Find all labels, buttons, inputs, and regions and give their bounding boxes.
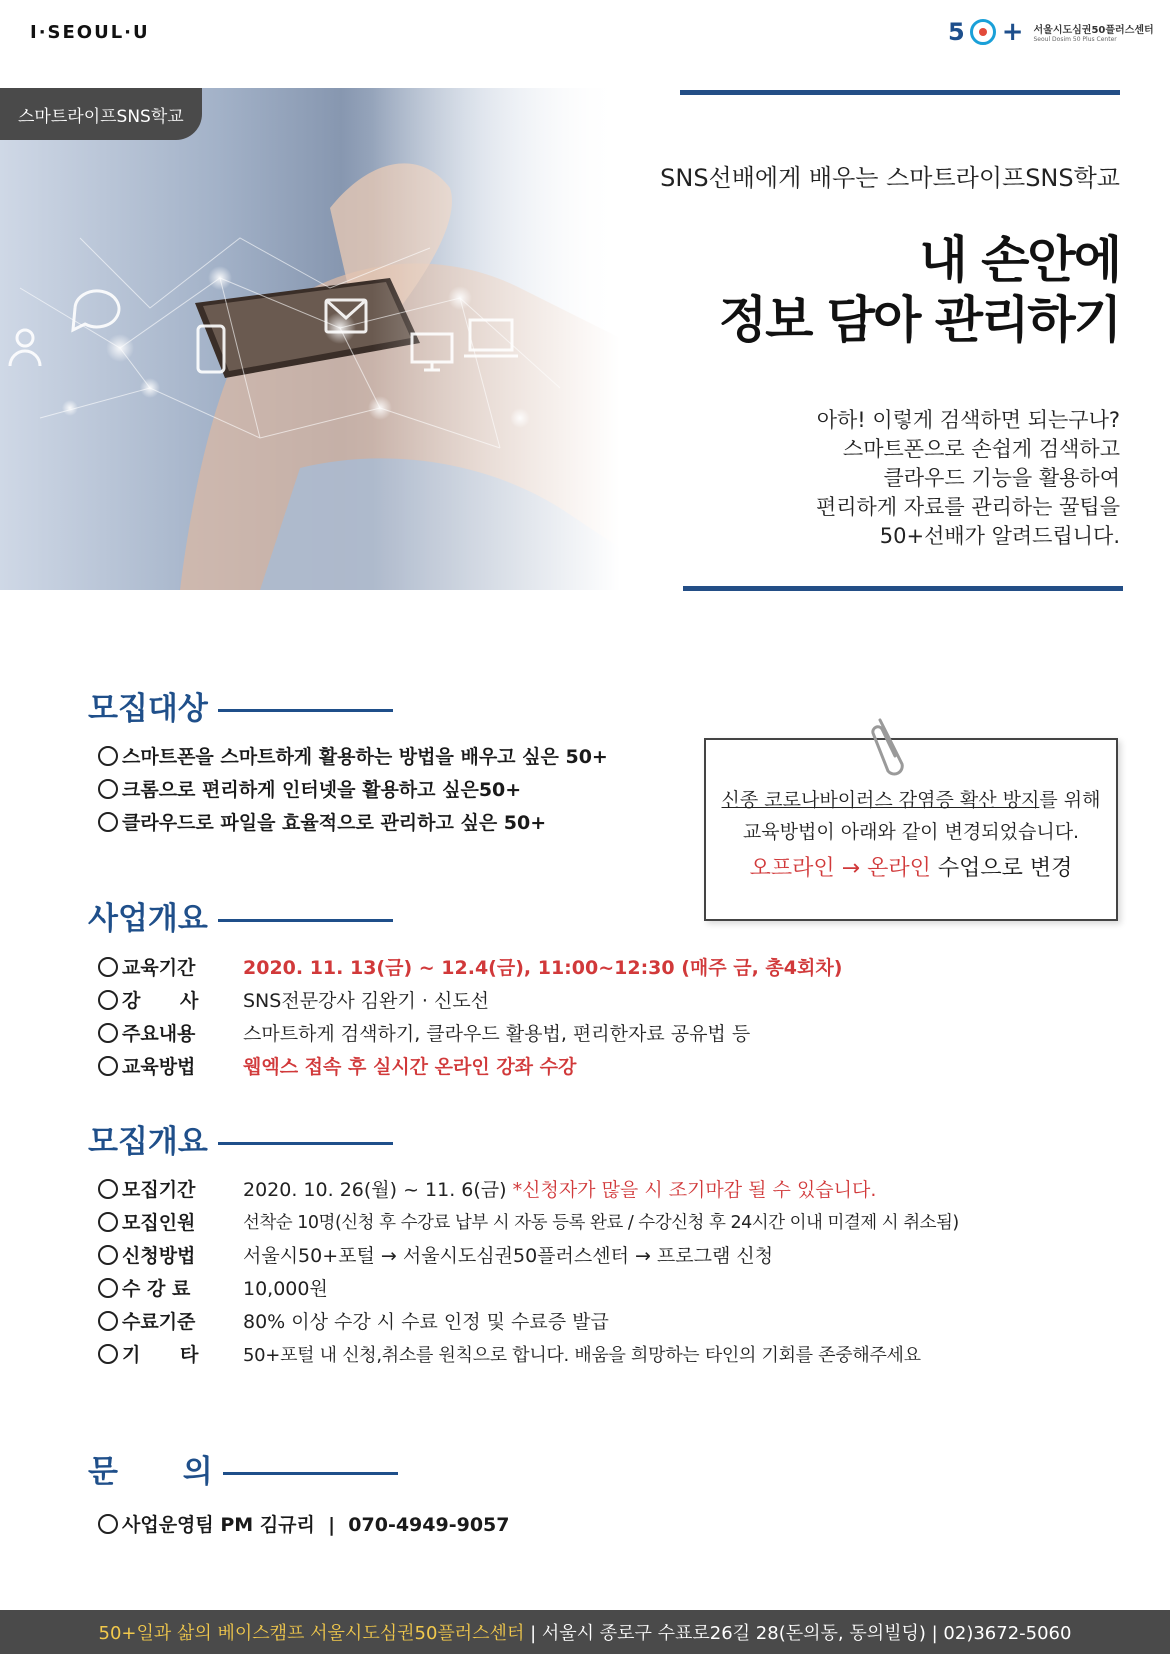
list-item [98, 1016, 842, 1049]
section-contact-title [88, 1446, 398, 1491]
title-line-1: 내 손안에 [919, 231, 1120, 289]
target-list [98, 739, 608, 838]
desc-line: 스마트폰으로 손쉽게 검색하고 [842, 437, 1120, 461]
circle-bullet-icon [98, 1278, 118, 1298]
row-value: 스마트하게 검색하기, 클라우드 활용법, 편리한자료 공유법 등 [243, 1023, 751, 1045]
hero-illustration [0, 88, 620, 590]
program-badge: 스마트라이프SNS학교 [0, 88, 202, 140]
hero-image [0, 88, 620, 590]
list-item [98, 1337, 959, 1370]
paperclip-icon [870, 712, 914, 778]
recruit-list [98, 1172, 959, 1370]
notice-line-2: 교육방법이 아래와 같이 변경되었습니다. [742, 821, 1080, 843]
desc-line: 클라우드 기능을 활용하여 [883, 466, 1120, 490]
row-value: 2020. 10. 26(월) ~ 11. 6(금) [243, 1179, 513, 1201]
row-label: 교육기간 [122, 957, 196, 979]
overview-list [98, 950, 842, 1082]
page-title [719, 230, 1120, 350]
circle-bullet-icon [98, 779, 118, 799]
circle-bullet-icon [98, 990, 118, 1010]
logo-ring-icon [970, 19, 996, 45]
notice-line-1 [706, 784, 1116, 816]
contact-list [98, 1507, 510, 1540]
list-item-text: 스마트폰을 스마트하게 활용하는 방법을 배우고 싶은 50+ [122, 746, 608, 768]
intro-description [816, 406, 1120, 551]
row-value: 선착순 10명(신청 후 수강료 납부 시 자동 등록 완료 / 수강신청 후 24시간 이내 미결제 시 취소됨) [243, 1213, 959, 1233]
section-target-title [88, 683, 393, 728]
logo-name-en: Seoul Dosim 50 Plus Center [1033, 36, 1117, 43]
contact-text: 사업운영팀 PM 김규리 | 070-4949-9057 [122, 1514, 510, 1536]
section-underline [223, 1472, 398, 1475]
logo-name: 서울시도심권50플러스센터 [1033, 25, 1154, 36]
row-label: 수 강 료 [122, 1278, 191, 1300]
desc-line: 50+선배가 알려드립니다. [879, 524, 1120, 548]
section-underline [218, 1142, 393, 1145]
title-line-2: 정보 담아 관리하기 [718, 291, 1120, 349]
row-label: 주요내용 [122, 1023, 196, 1045]
list-item-text: 클라우드로 파일을 효율적으로 관리하고 싶은 50+ [122, 812, 547, 834]
list-item [98, 983, 842, 1016]
list-item [98, 1271, 959, 1304]
desc-line: 아하! 이렇게 검색하면 되는구나? [816, 408, 1120, 432]
row-label: 강 사 [122, 990, 199, 1012]
section-underline [218, 709, 393, 712]
circle-bullet-icon [98, 1056, 118, 1076]
row-value: 웹엑스 접속 후 실시간 온라인 강좌 수강 [243, 1056, 577, 1078]
row-label: 모집인원 [122, 1212, 196, 1234]
section-recruit-title [88, 1116, 393, 1161]
section-title-text: 사업개요 [88, 901, 208, 937]
circle-bullet-icon [98, 1179, 118, 1199]
section-overview-title [88, 893, 393, 938]
list-item [98, 739, 608, 772]
row-value: 10,000원 [243, 1278, 328, 1300]
row-note: *신청자가 많을 시 조기마감 될 수 있습니다. [512, 1179, 877, 1201]
row-value: 50+포털 내 신청,취소를 원칙으로 합니다. 배움을 희망하는 타인의 기회를 존중해주세요 [243, 1344, 921, 1366]
list-item [98, 950, 842, 983]
list-item-text: 크롬으로 편리하게 인터넷을 활용하고 싶은50+ [122, 779, 522, 801]
circle-bullet-icon [98, 812, 118, 832]
row-value: 80% 이상 수강 시 수료 인정 및 수료증 발급 [243, 1311, 609, 1333]
row-label: 모집기간 [122, 1179, 196, 1201]
row-label: 신청방법 [122, 1245, 196, 1267]
notice-highlight: 오프라인 → 온라인 [749, 856, 931, 881]
notice-line-3 [706, 848, 1116, 890]
section-title-text: 모집개요 [88, 1124, 208, 1160]
section-title-text: 문 의 [88, 1454, 213, 1490]
page-subtitle: SNS선배에게 배우는 스마트라이프SNS학교 [660, 164, 1120, 192]
footer-address: | 서울시 종로구 수표로26길 28(돈의동, 동의빌딩) | 02)3672-5060 [524, 1623, 1072, 1644]
circle-bullet-icon [98, 746, 118, 766]
circle-bullet-icon [98, 1245, 118, 1265]
top-divider [680, 90, 1120, 95]
center-logo [948, 18, 1154, 46]
logo-number: 5 [948, 18, 964, 46]
list-item [98, 1205, 959, 1238]
list-item [98, 1049, 842, 1082]
row-label: 교육방법 [122, 1056, 196, 1078]
list-item [98, 1507, 510, 1540]
logo-plus: + [1001, 17, 1024, 47]
list-item [98, 1238, 959, 1271]
notice-underlined: 신종 코로나바이러스 감염증 확산 방지 [721, 789, 1040, 811]
desc-line: 편리하게 자료를 관리하는 꿀팁을 [815, 495, 1120, 519]
row-value: 서울시50+포털 → 서울시도심권50플러스센터 → 프로그램 신청 [243, 1245, 774, 1267]
circle-bullet-icon [98, 957, 118, 977]
circle-bullet-icon [98, 1344, 118, 1364]
list-item [98, 1304, 959, 1337]
bottom-divider [683, 586, 1123, 591]
circle-bullet-icon [98, 1212, 118, 1232]
notice-text: 를 위해 [1039, 789, 1101, 811]
circle-bullet-icon [98, 1311, 118, 1331]
list-item [98, 805, 608, 838]
list-item [98, 772, 608, 805]
iseoulu-logo: I·SEOUL·U [30, 22, 150, 43]
row-label: 수료기준 [122, 1311, 196, 1333]
row-label: 기 타 [122, 1344, 199, 1366]
row-value: SNS전문강사 김완기 · 신도선 [243, 990, 490, 1012]
section-title-text: 모집대상 [88, 691, 208, 727]
notice-text: 수업으로 변경 [930, 856, 1073, 881]
footer-highlight: 50+일과 삶의 베이스캠프 서울시도심권50플러스센터 [98, 1623, 525, 1644]
row-value: 2020. 11. 13(금) ~ 12.4(금), 11:00~12:30 (매주 금, 총4회차) [243, 957, 843, 979]
circle-bullet-icon [98, 1514, 118, 1534]
footer-bar [0, 1610, 1170, 1654]
list-item [98, 1172, 959, 1205]
circle-bullet-icon [98, 1023, 118, 1043]
section-underline [218, 919, 393, 922]
